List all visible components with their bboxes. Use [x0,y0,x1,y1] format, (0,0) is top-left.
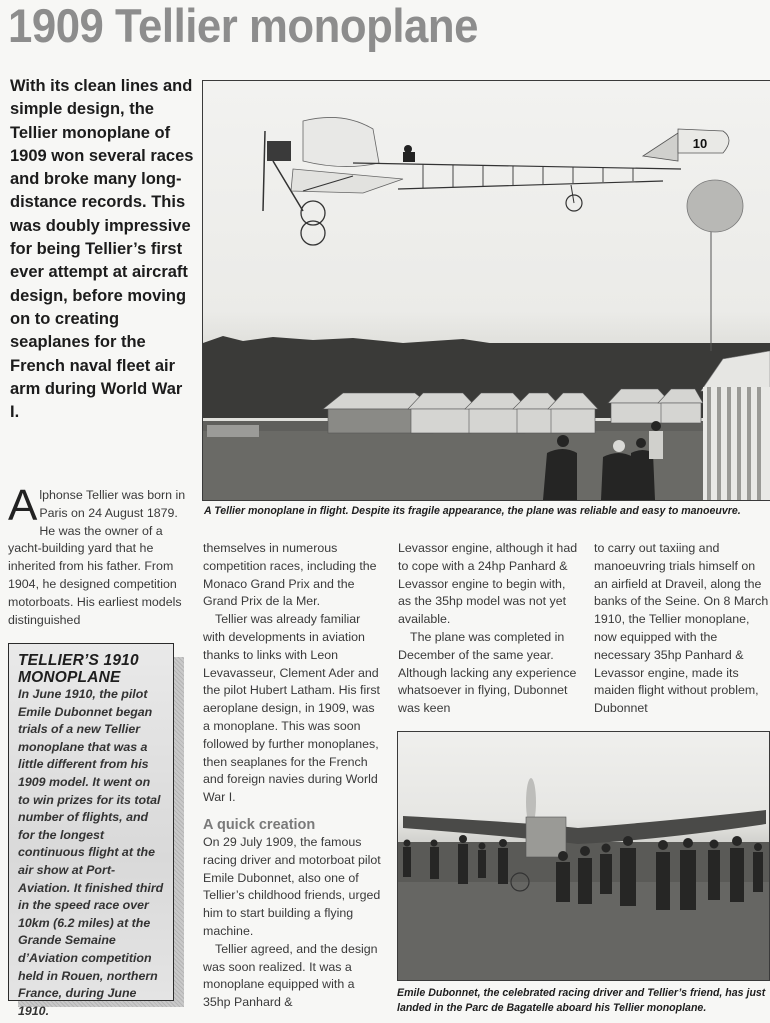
tail-number: 10 [692,136,708,151]
photo-dubonnet-landed [397,731,770,981]
sidebar-title: TELLIER’S 1910 MONOPLANE [18,652,139,686]
page-title: 1909 Tellier monoplane [8,0,478,52]
article-paragraph: themselves in numerous competition races, including the Monaco Grand Prix and the Grand Prix de la Mer. [203,541,377,609]
article-column-4 [594,540,770,718]
article-paragraph: Levassor engine, although it had to cope with a 24hp Panhard & Levassor engine to begin with, as the 35hp model was not yet available. [398,541,578,627]
subheading: A quick creation [203,816,316,833]
engine [526,817,566,857]
photo2-caption: Emile Dubonnet, the celebrated racing driver and Tellier’s friend, has just landed in the Parc de Bagatelle aboard his Tellier monoplane. [397,987,766,1014]
article-paragraph: to carry out taxiing and manoeuvring trials himself on an airfield at Draveil, along the banks of the Seine. On 8 March 1910, the Tellier monoplane, now equipped with the necessary 35hp Panhard & Levassor engine, made its maiden flight without problem, Dubonnet [594,541,769,716]
monoplane [263,117,729,245]
crowd [207,425,259,437]
wing [403,810,766,844]
article-column-1 [8,481,190,629]
article-paragraph: The plane was completed in December of the same year. Although lacking any experience whatsoever in flying, Dubonnet was keen [398,629,577,716]
drop-cap: A [8,481,38,530]
balloon [687,180,743,351]
treeline-top [203,336,703,381]
article-paragraph: Tellier agreed, and the design was soon realized. It was a monoplane equipped with a 35hp Panhard & [203,941,378,1010]
intro-paragraph: With its clean lines and simple design, the Tellier monoplane of 1909 won several races and broke many long-distance records. This was doubly impressive for being Tellier’s first ever attempt at aircraft design, before moving on to creating seaplanes for the French naval fleet air arm during World War I. [10,77,194,422]
article-paragraph: Tellier was already familiar with developments in aviation thanks to links with Leon Levavasseur, Clement Ader and the pilot Hubert Latham. His first aeroplane design, in 1909, was a monoplane. This was soon followed by further monoplanes, then seaplanes for the French and foreign navies during World War I. [203,612,380,805]
article-paragraph [8,481,190,629]
article-column-2 [203,540,383,1012]
photo-monoplane-in-flight [202,80,770,501]
photo1-caption: A Tellier monoplane in flight. Despite its fragile appearance, the plane was reliable and easy to manoeuvre. [204,505,741,517]
sidebar-body: In June 1910, the pilot Emile Dubonnet began trials of a new Tellier monoplane that was a little different from his 1909 model. It went on to win prizes for its total number of flights, and for the longest continuous flight at the air show at Port-Aviation. It finished third in the speed race over 10km (6.2 miles) at the Grande Semaine d’Aviation competition held in Rouen, northern France, during June 1910. [18,687,164,1018]
article-paragraph: On 29 July 1909, the famous racing driver and motorboat pilot Emile Dubonnet, also one of Tellier’s childhood friends, urged him to start building a flying machine. [203,834,381,938]
col1-text: lphonse Tellier was born in Paris on 24 August 1879. He was the owner of a yacht-building yard that he inherited from his father. From 1904, he designed competition motorboats. His earliest models distinguished [8,488,186,627]
article-column-3 [398,540,578,718]
sidebar-box [8,643,174,1018]
